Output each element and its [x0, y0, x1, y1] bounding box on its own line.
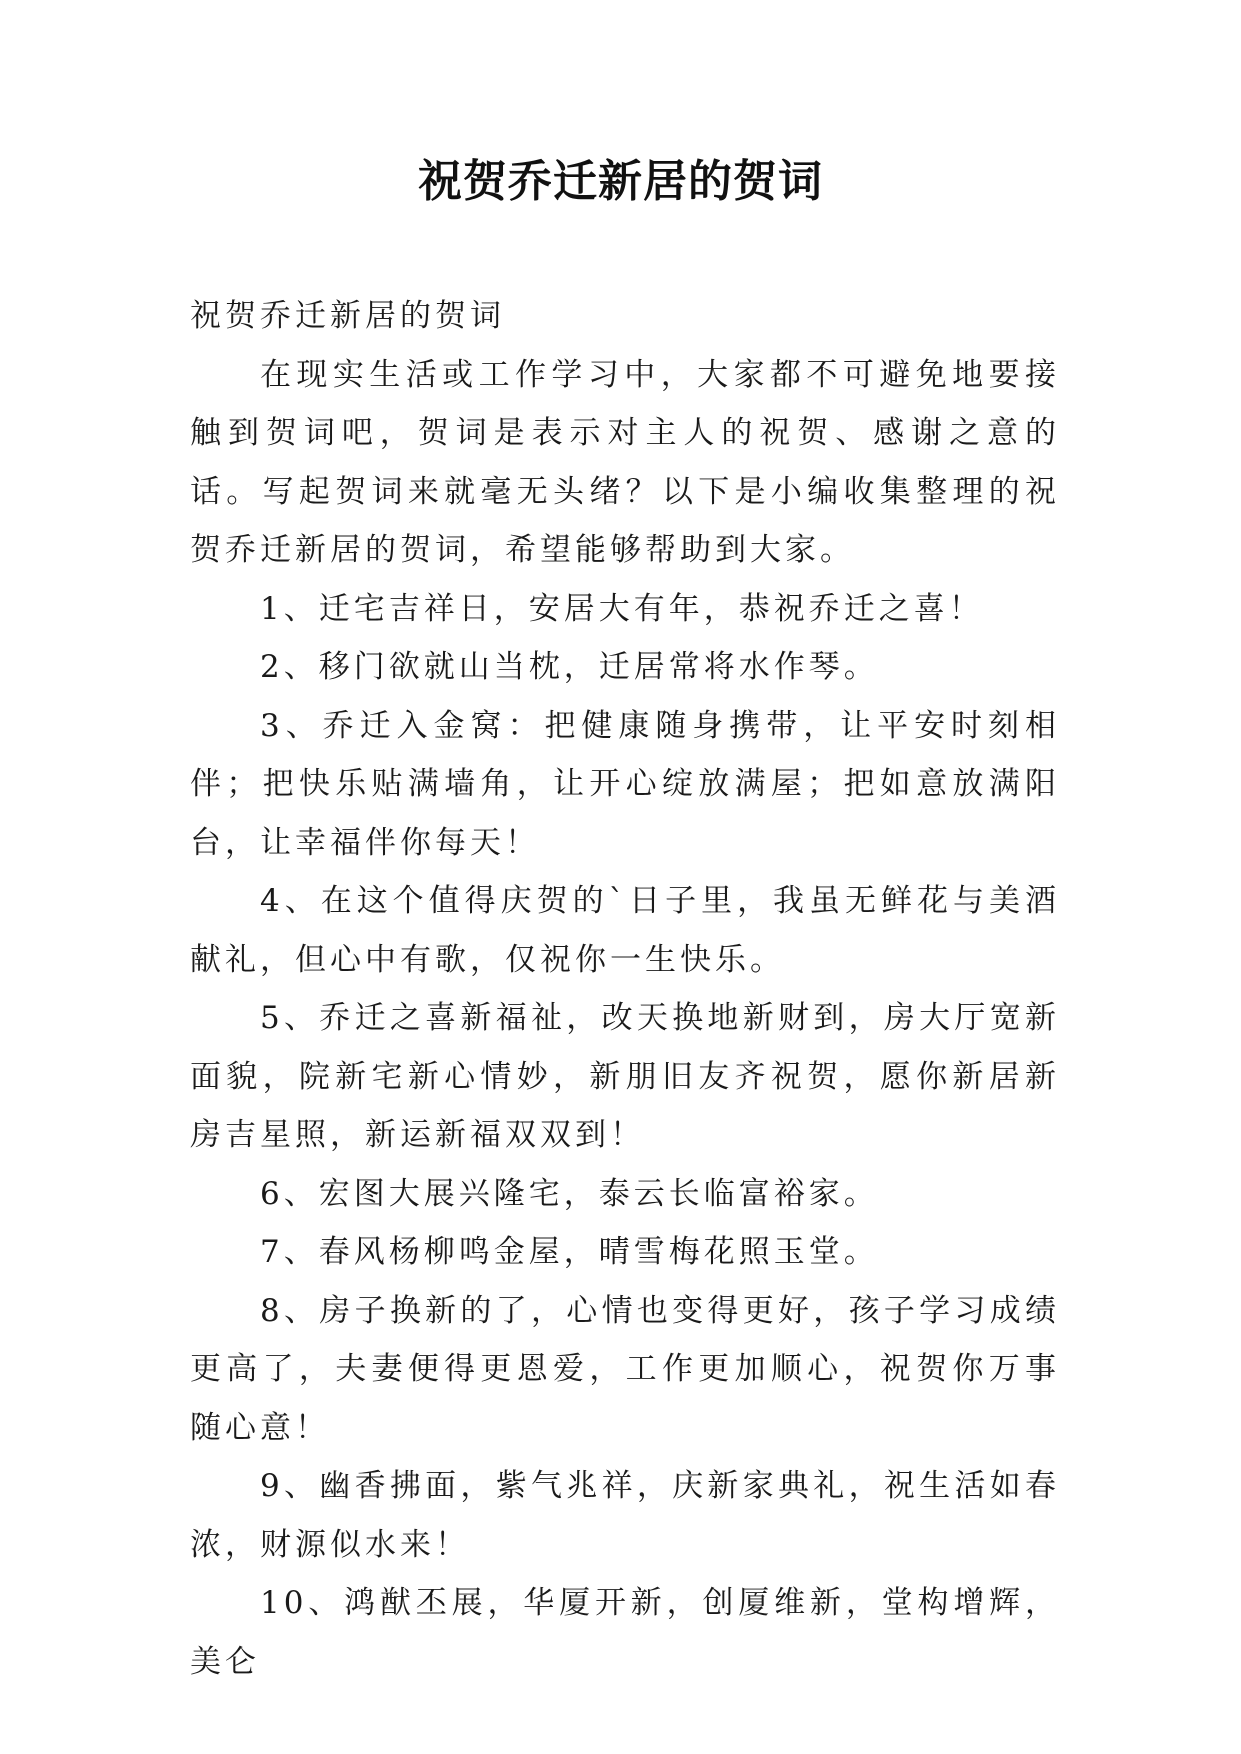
- list-item: 7、春风杨柳鸣金屋，晴雪梅花照玉堂。: [260, 1234, 879, 1270]
- document-title: 祝贺乔迁新居的贺词: [418, 156, 823, 207]
- list-item: 6、宏图大展兴隆宅，泰云长临富裕家。: [260, 1175, 879, 1212]
- document-subtitle: 祝贺乔迁新居的贺词: [190, 298, 505, 334]
- list-item: 3、乔迁入金窝：把健康随身携带，让平安时刻相伴；把快乐贴满墙角，让开心绽放满屋；把如意放满阳台，让幸福伴你每天！: [190, 707, 1060, 861]
- list-item: 8、房子换新的了，心情也变得更好，孩子学习成绩更高了，夫妻便得更恩爱，工作更加顺心，祝贺你万事随心意！: [190, 1292, 1060, 1446]
- list-item: 10、鸿猷丕展，华厦开新，创厦维新，堂构增辉，美仑: [190, 1585, 1060, 1680]
- list-item: 2、移门欲就山当枕，迁居常将水作琴。: [260, 649, 879, 685]
- intro-paragraph: 在现实生活或工作学习中，大家都不可避免地要接触到贺词吧，贺词是表示对主人的祝贺、感谢之意的话。写起贺词来就毫无头绪？以下是小编收集整理的祝贺乔迁新居的贺词，希望能够帮助到大家。: [190, 356, 1060, 568]
- document-body: [190, 287, 1060, 1691]
- list-item: 1、迁宅吉祥日，安居大有年，恭祝乔迁之喜！: [260, 590, 984, 627]
- list-item: 9、幽香拂面，紫气兆祥，庆新家典礼，祝生活如春浓，财源似水来！: [190, 1468, 1060, 1563]
- list-item: 5、乔迁之喜新福祉，改天换地新财到，房大厅宽新面貌，院新宅新心情妙，新朋旧友齐祝贺，愿你新居新房吉星照，新运新福双双到！: [190, 1000, 1060, 1153]
- list-item: 4、在这个值得庆贺的`日子里，我虽无鲜花与美酒献礼，但心中有歌，仅祝你一生快乐。: [190, 883, 1060, 978]
